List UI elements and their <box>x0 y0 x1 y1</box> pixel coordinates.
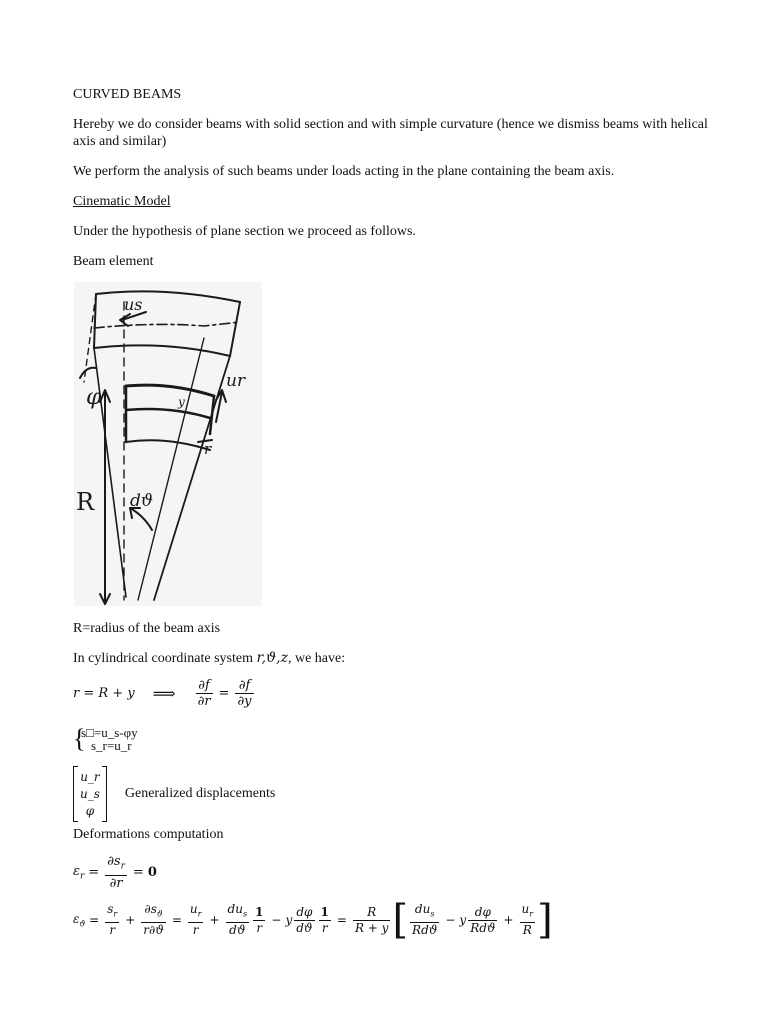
coordinate-end: , we have: <box>287 651 346 666</box>
section-heading-cinematic-model: Cinematic Model <box>73 194 171 209</box>
vector-phi: φ <box>85 803 95 818</box>
eq-r-text: r = R + y <box>73 686 135 701</box>
label-us: us <box>124 295 143 314</box>
coordinate-paragraph <box>73 650 345 667</box>
equation-radius: r = R + y ⟹ $\frac{\partial f}{\partial r}$ = $\frac{\partial f}{\partial y}$ <box>73 678 252 709</box>
label-ur: ur <box>226 371 246 391</box>
equation-eps-theta: $\varepsilon_ϑ$ = $\frac{s_r}{r}$ + $\frac{\partial s_ϑ}{r\partial ϑ}$ = $\frac{u_r}{r}$ + $\frac{du_s}{dϑ}$ $\frac{1}{r}$ − y $\frac{d\varphi}{dϑ}$ $\frac{1}{r}$ = $\frac{R}{R + y}$ [ $\frac{du_s}{\text{Rdϑ}}$ − y $\frac{d\varphi}{\text{Rdϑ}}$ + $\frac{u_r}{R}$ ] <box>73 897 553 943</box>
vector-label: Generalized displacements <box>124 786 276 801</box>
beam-element-figure <box>74 282 262 606</box>
vector-ur: u_r <box>80 769 100 784</box>
deformations-heading: Deformations computation <box>73 827 224 842</box>
intro-paragraph: Hereby we do consider beams with solid section and with simple curvature (hence we dismiss beams with helical axis and similar) <box>73 117 708 149</box>
document-title: CURVED BEAMS <box>73 87 182 102</box>
generalized-displacements <box>73 766 275 822</box>
label-phi: φ <box>86 385 102 410</box>
equation-eps-r: $\varepsilon_r$ = $\frac{\partial s_r}{\partial r}$ = 0 <box>73 854 157 891</box>
eps-r-result: 0 <box>147 864 157 880</box>
partial-f-y: $\frac{\partial f}{\partial y}$ <box>237 678 252 709</box>
partial-f-r: $\frac{\partial f}{\partial r}$ <box>197 678 211 709</box>
figure-caption: Beam element <box>73 254 154 269</box>
label-dtheta: dϑ <box>130 491 154 511</box>
hypothesis-paragraph: Under the hypothesis of plane section we proceed as follows. <box>73 224 416 239</box>
label-R: R <box>76 488 95 516</box>
analysis-paragraph: We perform the analysis of such beams under loads acting in the plane containing the beam axis. <box>73 164 615 179</box>
radius-definition: R=radius of the beam axis <box>73 621 221 636</box>
label-y: y <box>178 395 185 409</box>
ds-line-2: s_r=u_r <box>91 738 132 753</box>
coordinate-vars: r,ϑ,z <box>256 650 288 666</box>
label-r: r <box>204 440 212 458</box>
ds-line-1: s□=u_s-φy <box>81 725 138 740</box>
vector-us: u_s <box>80 786 100 801</box>
coordinate-intro: In cylindrical coordinate system <box>73 651 257 666</box>
implies-symbol: ⟹ <box>152 684 176 703</box>
